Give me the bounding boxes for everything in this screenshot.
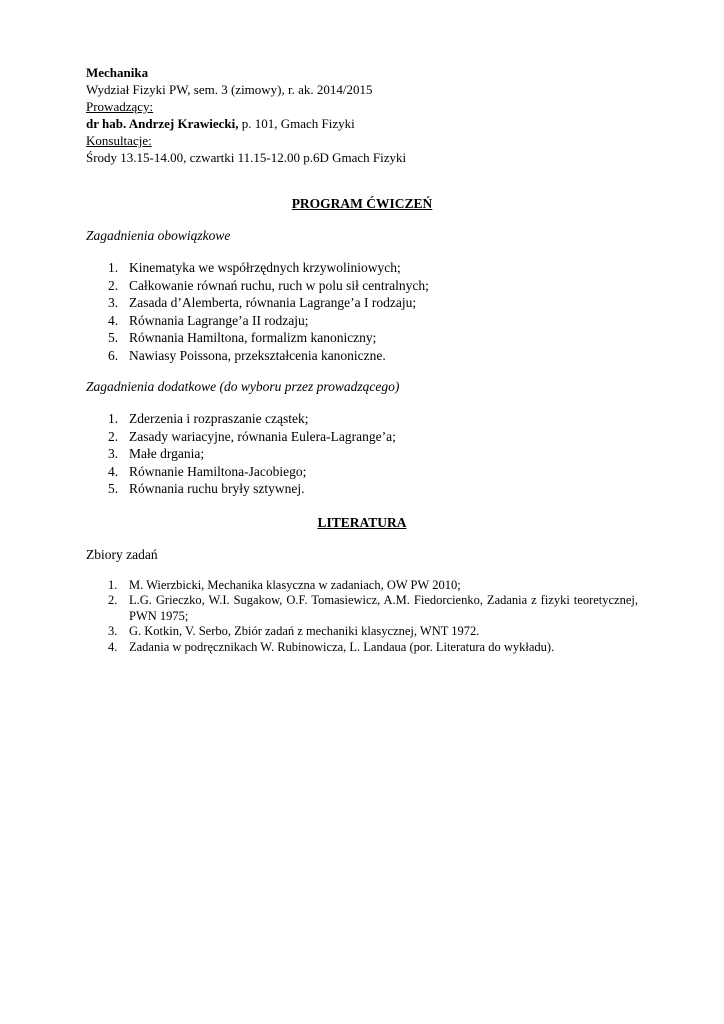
program-title: PROGRAM ĆWICZEŃ xyxy=(291,196,433,211)
list-number: 3. xyxy=(108,624,118,638)
document-header xyxy=(86,64,638,166)
literature-list xyxy=(86,578,638,656)
consultation-hours: Środy 13.15-14.00, czwartki 11.15-12.00 p.6D Gmach Fizyki xyxy=(86,150,407,165)
list-item xyxy=(86,294,638,312)
list-item xyxy=(86,593,638,624)
list-item xyxy=(86,428,638,446)
list-number: 3. xyxy=(108,295,119,310)
list-number: 2. xyxy=(108,277,119,293)
list-item xyxy=(86,463,638,481)
mandatory-heading: Zagadnienia obowiązkowe xyxy=(86,228,231,243)
list-number: 5. xyxy=(108,481,119,496)
list-item xyxy=(86,445,638,463)
list-text: Zasada d’Alemberta, równania Lagrange’a I rodzaju; xyxy=(129,295,417,310)
collections-heading: Zbiory zadań xyxy=(86,546,158,562)
list-number: 1. xyxy=(108,577,118,592)
list-text: M. Wierzbicki, Mechanika klasyczna w zadaniach, OW PW 2010; xyxy=(129,577,461,592)
consultation-label: Konsultacje: xyxy=(86,133,152,148)
list-text: Całkowanie równań ruchu, ruch w polu sił centralnych; xyxy=(129,277,429,293)
list-number: 1. xyxy=(108,411,119,426)
optional-heading: Zagadnienia dodatkowe (do wyboru przez prowadzącego) xyxy=(86,379,400,394)
list-item xyxy=(86,347,638,365)
list-text: Równania Hamiltona, formalizm kanoniczny; xyxy=(129,330,377,345)
list-number: 4. xyxy=(108,463,119,479)
literature-title: LITERATURA xyxy=(317,514,407,530)
list-item xyxy=(86,480,638,498)
list-number: 6. xyxy=(108,347,119,363)
instructor-room: p. 101, Gmach Fizyki xyxy=(238,116,355,131)
list-item xyxy=(86,624,638,640)
list-item xyxy=(86,277,638,295)
instructor-line xyxy=(86,115,638,132)
list-item xyxy=(86,259,638,277)
list-text: Zderzenia i rozpraszanie cząstek; xyxy=(129,411,309,426)
list-text: Równanie Hamiltona-Jacobiego; xyxy=(129,463,307,479)
list-item xyxy=(86,329,638,347)
list-number: 3. xyxy=(108,446,119,461)
instructor-label: Prowadzący: xyxy=(86,99,154,114)
list-item xyxy=(86,640,638,656)
list-number: 2. xyxy=(108,428,119,444)
course-title: Mechanika xyxy=(86,65,149,80)
list-number: 5. xyxy=(108,330,119,345)
list-text: L.G. Grieczko, W.I. Sugakow, O.F. Tomasiewicz, A.M. Fiedorcienko, Zadania z fizyki teoretycznej, PWN 1975; xyxy=(129,593,638,623)
list-item xyxy=(86,578,638,594)
list-item xyxy=(86,312,638,330)
list-text: Zadania w podręcznikach W. Rubinowicza, L. Landaua (por. Literatura do wykładu). xyxy=(129,639,555,654)
list-item xyxy=(86,410,638,428)
list-text: Małe drgania; xyxy=(129,446,205,461)
instructor-name: dr hab. Andrzej Krawiecki, xyxy=(86,116,239,131)
optional-list xyxy=(86,410,638,498)
list-number: 2. xyxy=(108,593,118,607)
document-page xyxy=(86,64,638,655)
list-number: 4. xyxy=(108,312,119,328)
list-number: 1. xyxy=(108,260,119,275)
list-text: Kinematyka we współrzędnych krzywoliniowych; xyxy=(129,260,401,275)
list-text: Równania Lagrange’a II rodzaju; xyxy=(129,312,309,328)
list-text: G. Kotkin, V. Serbo, Zbiór zadań z mechaniki klasycznej, WNT 1972. xyxy=(129,624,480,638)
mandatory-list xyxy=(86,259,638,364)
course-info: Wydział Fizyki PW, sem. 3 (zimowy), r. ak. 2014/2015 xyxy=(86,82,373,97)
list-number: 4. xyxy=(108,639,118,654)
list-text: Nawiasy Poissona, przekształcenia kanoniczne. xyxy=(129,347,386,363)
list-text: Równania ruchu bryły sztywnej. xyxy=(129,481,305,496)
list-text: Zasady wariacyjne, równania Eulera-Lagrange’a; xyxy=(129,428,396,444)
